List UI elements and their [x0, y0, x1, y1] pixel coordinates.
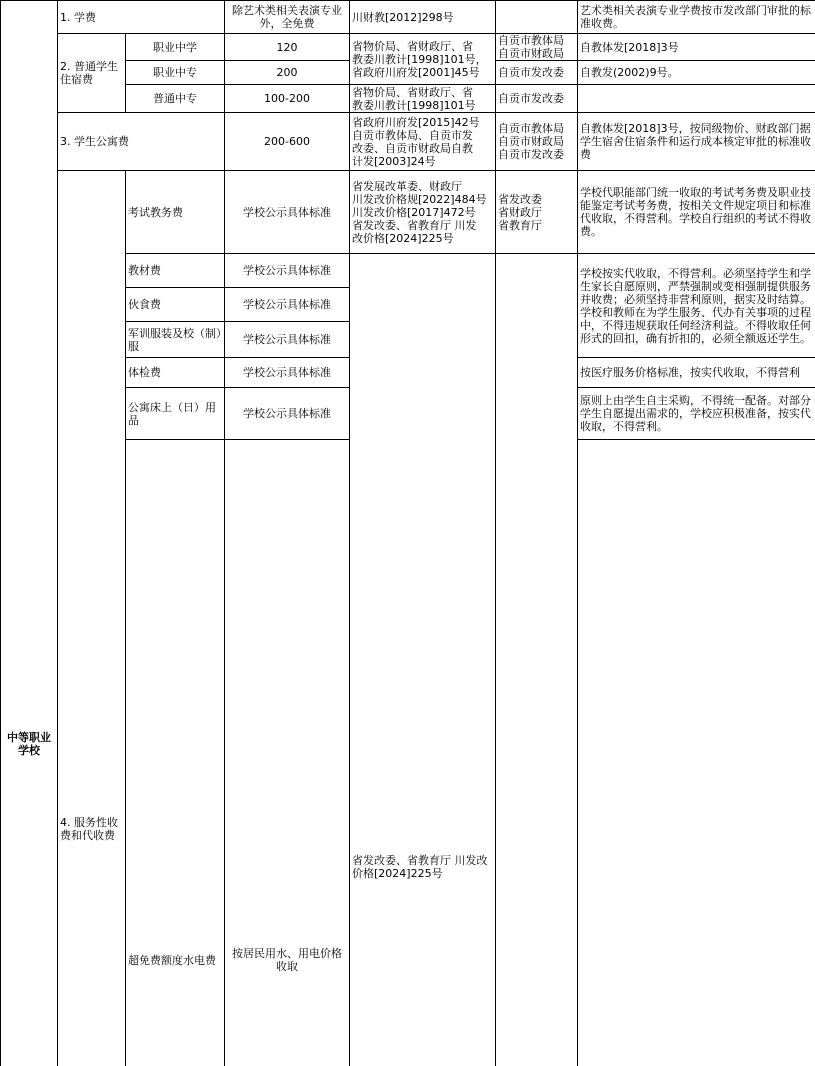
tuition-name: 1. 学费	[58, 1, 225, 34]
dorm-approver-3: 自贡市发改委	[496, 85, 578, 113]
bedding-item: 公寓床上（日）用品	[126, 388, 225, 440]
apartment-row	[1, 113, 815, 171]
tuition-basis: 川财教[2012]298号	[350, 1, 496, 34]
dorm-name: 2. 普通学生住宿费	[58, 34, 126, 113]
utilities-standard: 按居民用水、用电价格收取	[225, 440, 350, 1066]
service-name: 4. 服务性收费和代收费	[58, 171, 126, 1066]
approver-line: 自贡市财政局	[498, 47, 575, 60]
approver-line: 自贡市教体局	[498, 34, 575, 47]
exam-basis-line: 川发改价格规[2022]484号	[352, 193, 493, 206]
dorm-level-3: 普通中专	[126, 85, 225, 113]
apartment-basis	[350, 113, 496, 171]
exam-basis-line: 省发改委、省教育厅 川发	[352, 219, 493, 232]
meals-item: 伙食费	[126, 288, 225, 322]
textbook-to-uniform-remark: 学校按实代收取，不得营利。必须坚持学生和学生家长自愿原则，严禁强制或变相强制提供服务并收费；必须坚持非营利原则，据实及时结算。学校和教师在为学生服务、代办有关事项的过程中，不得违规获取任何经济利益。不得收取任何形式的回扣，确有折扣的，必须全额返还学生。	[578, 254, 815, 358]
medical-item: 体检费	[126, 358, 225, 388]
approver-line: 自贡市教体局	[498, 122, 575, 135]
bedding-remark: 原则上由学生自主采购，不得统一配备。对部分学生自愿提出需求的，学校应积极准备，按实代收取，不得营利。	[578, 388, 815, 440]
medical-standard: 学校公示具体标准	[225, 358, 350, 388]
apartment-basis-line: 省政府川府发[2015]42号	[352, 116, 493, 129]
dorm-standard-3: 100-200	[225, 85, 350, 113]
exam-basis-line: 改价格[2024]225号	[352, 232, 493, 245]
apartment-basis-line: 自贡市教体局、自贡市发	[352, 129, 493, 142]
dorm-basis-3	[350, 85, 496, 113]
dorm-basis-line: 省物价局、省财政厅、省	[352, 86, 493, 99]
bedding-standard: 学校公示具体标准	[225, 388, 350, 440]
medical-remark: 按医疗服务价格标准，按实代收取，不得营利	[578, 358, 815, 388]
apartment-basis-line: 计发[2003]24号	[352, 155, 493, 168]
meals-standard: 学校公示具体标准	[225, 288, 350, 322]
exam-fee-basis	[350, 171, 496, 254]
uniform-standard: 学校公示具体标准	[225, 322, 350, 358]
approver-line: 省财政厅	[498, 206, 575, 219]
dorm-remark-3	[578, 85, 815, 113]
dorm-remark-1: 自教体发[2018]3号	[578, 34, 815, 61]
exam-fee-standard: 学校公示具体标准	[225, 171, 350, 254]
dorm-approver-2: 自贡市发改委	[496, 61, 578, 85]
dorm-standard-2: 200	[225, 61, 350, 85]
tuition-standard: 除艺术类相关表演专业外，全免费	[225, 1, 350, 34]
exam-fee-row	[1, 171, 815, 254]
approver-line: 省发改委	[498, 193, 575, 206]
textbook-item: 教材费	[126, 254, 225, 288]
service-shared-approver	[496, 254, 578, 1066]
apartment-basis-line: 改委、自贡市财政局自教	[352, 142, 493, 155]
dorm-basis-1	[350, 34, 496, 85]
dorm-row-1	[1, 34, 815, 61]
exam-fee-item: 考试教务费	[126, 171, 225, 254]
dorm-basis-line: 省政府川府发[2001]45号	[352, 66, 493, 79]
school-type-label	[1, 1, 58, 1066]
textbook-standard: 学校公示具体标准	[225, 254, 350, 288]
exam-basis-line: 川发改价格[2017]472号	[352, 206, 493, 219]
apartment-remark: 自教体发[2018]3号，按同级物价、财政部门据学生宿舍住宿条件和运行成本核定审批的标准收费	[578, 113, 815, 171]
apartment-standard: 200-600	[225, 113, 350, 171]
exam-fee-approver	[496, 171, 578, 254]
school-type-text: 中等职业学校	[7, 731, 51, 757]
apartment-approver	[496, 113, 578, 171]
utilities-basis	[578, 440, 815, 1066]
tuition-remark: 艺术类相关表演专业学费按市发改部门审批的标准收费。	[578, 1, 815, 34]
dorm-basis-line: 教委川教计[1998]101号，	[352, 53, 493, 66]
dorm-basis-line: 教委川教计[1998]101号	[352, 99, 493, 112]
utilities-item: 超免费额度水电费	[126, 440, 225, 1066]
approver-line: 省教育厅	[498, 219, 575, 232]
approver-line: 自贡市财政局	[498, 135, 575, 148]
apartment-name: 3. 学生公寓费	[58, 113, 225, 171]
dorm-level-2: 职业中专	[126, 61, 225, 85]
exam-fee-remark: 学校代职能部门统一收取的考试考务费及职业技能鉴定考试考务费，按相关文件规定项目和标准代收取，不得营利。学校自行组织的考试不得收费。	[578, 171, 815, 254]
dorm-remark-2: 自教发(2002)9号。	[578, 61, 815, 85]
approver-line: 自贡市发改委	[498, 148, 575, 161]
dorm-basis-line: 省物价局、省财政厅、省	[352, 40, 493, 53]
exam-basis-line: 省发展改革委、财政厅	[352, 180, 493, 193]
tuition-approver	[496, 1, 578, 34]
service-shared-basis: 省发改委、省教育厅 川发改价格[2024]225号	[350, 254, 496, 1066]
dorm-approver-1	[496, 34, 578, 61]
uniform-item: 军训服装及校（制）服	[126, 322, 225, 358]
dorm-standard-1: 120	[225, 34, 350, 61]
tuition-row	[1, 1, 815, 34]
dorm-level-1: 职业中学	[126, 34, 225, 61]
